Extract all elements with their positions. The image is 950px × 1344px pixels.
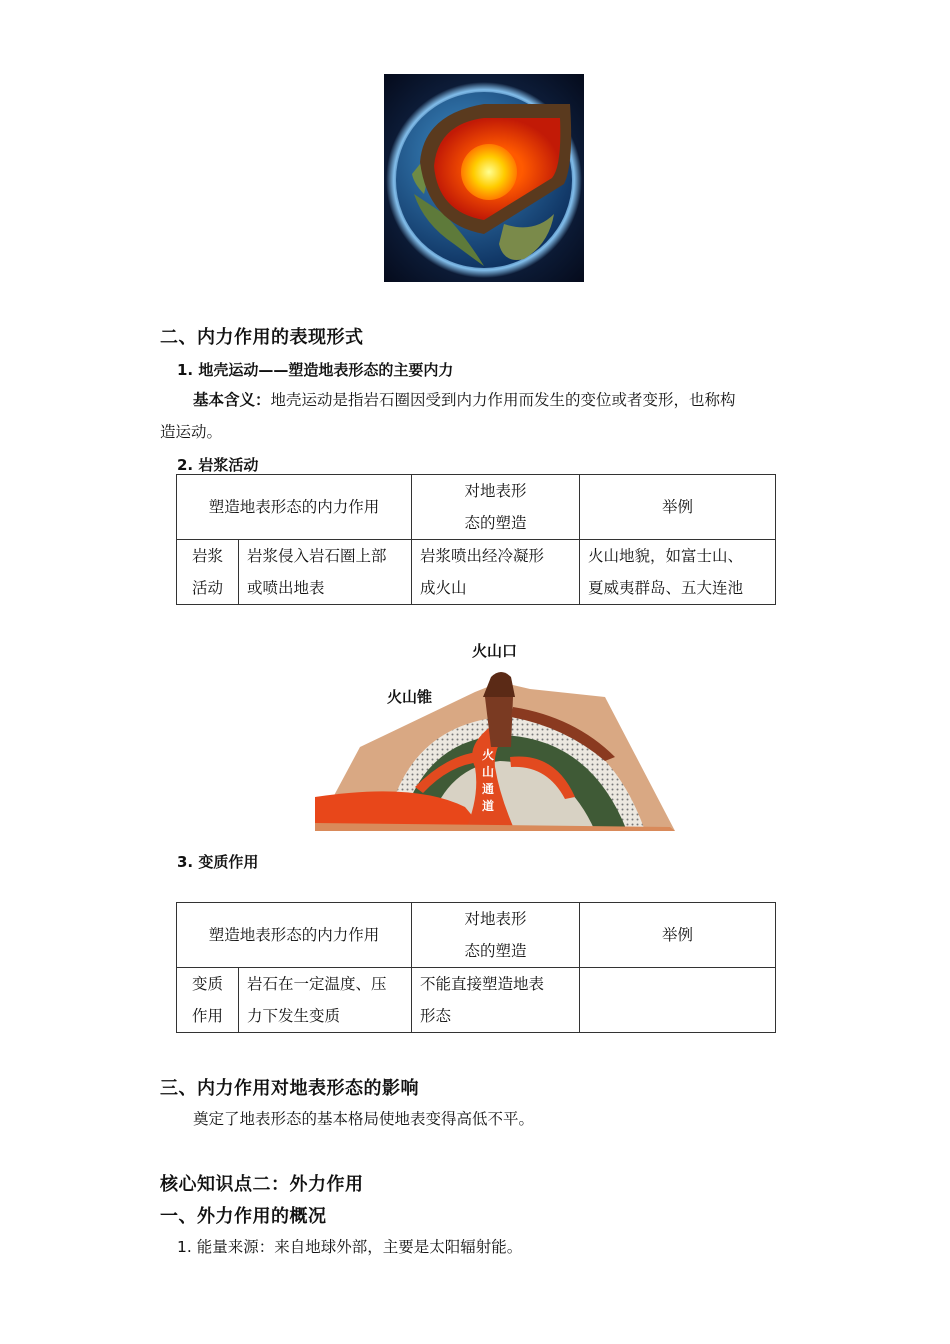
volcano-diagram: [315, 637, 680, 833]
metamorphism-table: [176, 902, 776, 1033]
section-3-title: 三、内力作用对地表形态的影响: [160, 1078, 419, 1099]
table-cell: 岩石在一定温度、压 力下发生变质: [239, 968, 412, 1033]
table-header: 举例: [580, 903, 776, 968]
section-3-text: 奠定了地表形态的基本格局使地表变得高低不平。: [193, 1110, 535, 1128]
conduit-label: 火 山 通 道: [482, 748, 495, 813]
core-point-2-title: 核心知识点二：外力作用: [160, 1174, 364, 1195]
item-1-definition-cont: 造运动。: [160, 423, 223, 441]
earth-cutaway-image: [384, 74, 584, 282]
table-header: 举例: [580, 475, 776, 540]
item-3-title: 3. 变质作用: [177, 853, 259, 871]
table-header: 对地表形 态的塑造: [412, 903, 580, 968]
table-cell: 岩浆侵入岩石圈上部 或喷出地表: [239, 540, 412, 605]
item-1-title: 1. 地壳运动——塑造地表形态的主要内力: [177, 361, 454, 379]
table-cell: 变质 作用: [177, 968, 239, 1033]
table-cell: 不能直接塑造地表 形态: [412, 968, 580, 1033]
table-header: 对地表形 态的塑造: [412, 475, 580, 540]
crater-label: 火山口: [472, 642, 518, 660]
table-cell: 岩浆 活动: [177, 540, 239, 605]
item-2-title: 2. 岩浆活动: [177, 456, 259, 474]
magma-table: [176, 474, 776, 605]
external-force-overview-title: 一、外力作用的概况: [160, 1206, 327, 1227]
energy-source-text: 1. 能量来源：来自地球外部，主要是太阳辐射能。: [177, 1238, 523, 1256]
section-2-title: 二、内力作用的表现形式: [160, 327, 364, 348]
table-cell: 岩浆喷出经冷凝形 成火山: [412, 540, 580, 605]
definition-label: 基本含义：: [193, 391, 271, 409]
table-cell: 火山地貌，如富士山、 夏威夷群岛、五大连池: [580, 540, 776, 605]
table-header: 塑造地表形态的内力作用: [177, 475, 412, 540]
item-1-definition: [193, 384, 803, 416]
table-cell: [580, 968, 776, 1033]
table-header: 塑造地表形态的内力作用: [177, 903, 412, 968]
definition-text: 地壳运动是指岩石圈因受到内力作用而发生的变位或者变形，也称构: [270, 391, 736, 409]
cone-label: 火山锥: [387, 688, 433, 706]
